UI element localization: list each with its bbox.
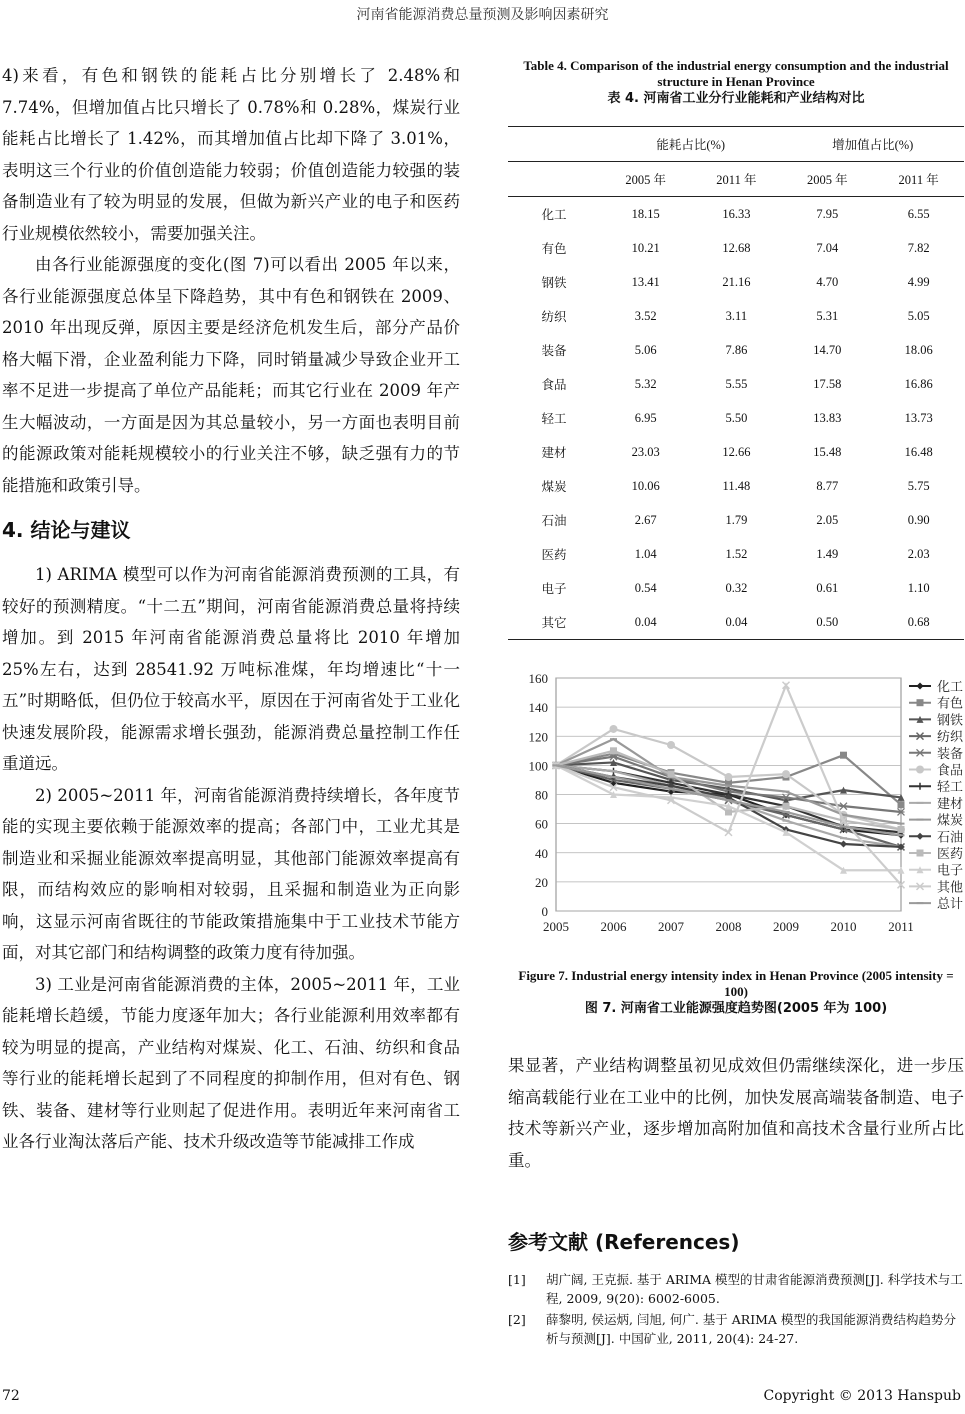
paragraph: 2) 2005~2011 年，河南省能源消费持续增长，各年度节能的实现主要依赖于能源效率的提高；各部门中，工业尤其是制造业和采掘业能源效率提高明显，其他部门能源效率提高有限，而结构效应的影响相对较弱，且采掘和制造业为正向影响，这显示河南省既往的节能政策措施集中于工业技术节能方面，对其它部门和结构调整的政策力度有待加强。 xyxy=(2,785,460,962)
reference-text: 胡广阔, 王克振. 基于 ARIMA 模型的甘肃省能源消费预测[J]. 科学技术与工程, 2009, 9(20): 6002-6005. xyxy=(546,1272,963,1306)
data-point xyxy=(668,771,675,778)
legend-label: 化工 xyxy=(937,680,964,695)
table-cell: 0.32 xyxy=(725,580,748,595)
y-tick-label: 80 xyxy=(535,787,548,803)
x-tick-label: 2010 xyxy=(830,919,857,934)
table-row xyxy=(508,571,964,605)
table-cell: 3.52 xyxy=(634,308,657,323)
table-cell: 4.70 xyxy=(816,274,839,289)
table-cell: 2.05 xyxy=(816,512,839,527)
table-cell: 5.75 xyxy=(907,478,930,493)
legend-label: 建材 xyxy=(937,796,964,812)
table-cell: 3.11 xyxy=(725,308,748,323)
legend-label: 纺织 xyxy=(937,730,964,746)
table-cell: 10.06 xyxy=(631,478,660,493)
table-row xyxy=(508,333,964,367)
figure-7-chart xyxy=(508,664,964,964)
table-cell: 1.52 xyxy=(725,546,748,561)
row-label: 轻工 xyxy=(541,412,567,426)
table-cell: 0.68 xyxy=(873,605,964,640)
table-cell: 13.41 xyxy=(631,274,660,289)
table-cell: 1.04 xyxy=(634,546,657,561)
row-label: 医药 xyxy=(541,548,567,562)
table-cell: 1.49 xyxy=(816,546,839,561)
table-row xyxy=(508,401,964,435)
table-cell: 0.90 xyxy=(907,512,930,527)
table-cell: 5.31 xyxy=(816,308,839,323)
table-cell: 0.04 xyxy=(600,605,691,640)
data-point xyxy=(917,833,924,840)
legend-label: 总计 xyxy=(937,897,964,913)
row-label: 钢铁 xyxy=(541,276,567,290)
paragraph: 4)来看，有色和钢铁的能耗占比分别增长了 2.48%和 7.74%，但增加值占比只增长了 0.78%和 0.28%，煤炭行业能耗占比增长了 1.42%，而其增加值占比却下降了 3.01%，表明这三个行业的价值创造能力较弱；价值创造能力较强的装备制造业有了较为明显的发展，但做为新兴产业的电子和医药行业规模依然较小，需要加强关注。 xyxy=(2,66,460,243)
table-cell: 5.32 xyxy=(634,376,657,391)
table-caption-zh: 表 4. 河南省工业分行业能耗和产业结构对比 xyxy=(607,91,865,106)
table-cell: 21.16 xyxy=(722,274,751,289)
table-corner xyxy=(508,162,600,197)
data-point xyxy=(840,752,847,759)
data-point xyxy=(840,841,847,848)
table-4-block xyxy=(508,58,964,640)
x-tick-label: 2007 xyxy=(658,919,684,934)
table-cell: 8.77 xyxy=(816,478,839,493)
table-corner xyxy=(508,127,600,162)
row-label: 有色 xyxy=(541,242,567,256)
figure-7-caption xyxy=(508,968,964,1018)
table-cell: 0.61 xyxy=(816,580,839,595)
references-list xyxy=(508,1270,965,1350)
data-point xyxy=(917,783,924,790)
x-tick-label: 2009 xyxy=(773,919,799,934)
row-label: 食品 xyxy=(541,378,567,392)
table-year-header: 2005 年 xyxy=(781,162,873,197)
table-cell: 13.73 xyxy=(904,410,933,425)
x-tick-label: 2011 xyxy=(888,919,914,934)
table-cell: 2.03 xyxy=(907,546,930,561)
table-row xyxy=(508,231,964,265)
table-year-header: 2011 年 xyxy=(691,162,781,197)
table-row xyxy=(508,197,964,232)
table-cell: 0.04 xyxy=(691,605,781,640)
table-group-header: 增加值占比(%) xyxy=(781,127,964,162)
legend-label: 石油 xyxy=(937,830,964,846)
reference-number: [2] xyxy=(508,1312,526,1327)
reference-item xyxy=(508,1270,965,1308)
table-cell: 12.66 xyxy=(722,444,751,459)
table-cell: 0.54 xyxy=(634,580,657,595)
table-row xyxy=(508,299,964,333)
paragraph: 1) ARIMA 模型可以作为河南省能源消费预测的工具，有较好的预测精度。“十二五”期间，河南省能源消费总量将持续增加。到 2015 年河南省能源消费总量将比 2010 年增加 25%左右，达到 28541.92 万吨标准煤，年均增速比“十一五”时期略低，但仍位于较高水平，原因在于河南省处于工业化快速发展阶段，能源需求增长强劲，能源消费总量控制工作任重道远。 xyxy=(2,565,460,773)
y-tick-label: 160 xyxy=(528,671,548,686)
table-cell: 4.99 xyxy=(907,274,930,289)
legend-label: 有色 xyxy=(937,696,964,712)
figure-caption-zh: 图 7. 河南省工业能源强度趋势图(2005 年为 100) xyxy=(584,1001,888,1016)
data-point xyxy=(782,770,790,778)
y-tick-label: 40 xyxy=(535,845,548,861)
references-title: 参考文献 (References) xyxy=(508,1230,740,1254)
data-point xyxy=(610,725,618,733)
section-title: 4. 结论与建议 xyxy=(2,518,131,542)
table-year-header: 2011 年 xyxy=(873,162,964,197)
table-cell: 6.55 xyxy=(907,206,930,221)
table-cell: 1.79 xyxy=(725,512,748,527)
table-caption-en: Table 4. Comparison of the industrial energy consumption and the industrial structure in Henan Province xyxy=(523,58,949,89)
line-chart xyxy=(508,664,964,964)
row-label: 纺织 xyxy=(541,310,567,324)
table-cell: 16.33 xyxy=(722,206,751,221)
table-cell: 7.82 xyxy=(907,240,930,255)
figure-caption-en: Figure 7. Industrial energy intensity index in Henan Province (2005 intensity = 100) xyxy=(518,968,954,999)
page-number: 72 xyxy=(2,1388,20,1404)
running-header: 河南省能源消费总量预测及影响因素研究 xyxy=(356,7,609,23)
table-cell: 12.68 xyxy=(722,240,751,255)
data-point xyxy=(898,801,905,808)
table-row xyxy=(508,265,964,299)
row-label: 其它 xyxy=(508,605,600,640)
row-label: 煤炭 xyxy=(541,480,567,494)
right-column-text xyxy=(508,1050,964,1176)
paragraph: 3) 工业是河南省能源消费的主体，2005~2011 年，工业能耗增长趋缓，节能力度逐年加大；各行业能源利用效率都有较为明显的提高，产业结构对煤炭、化工、石油、纺织和食品等行业的能耗增长起到了不同程度的抑制作用，但对有色、钢铁、装备、建材等行业则起了促进作用。表明近年来河南省工业各行业淘汰落后产能、技术升级改造等节能减排工作成 xyxy=(2,974,460,1151)
legend-label: 轻工 xyxy=(937,780,964,796)
table-cell: 13.83 xyxy=(813,410,842,425)
table-cell: 18.15 xyxy=(631,206,660,221)
table-cell: 5.50 xyxy=(725,410,748,425)
reference-number: [1] xyxy=(508,1272,526,1287)
legend-label: 其他 xyxy=(937,880,964,896)
table-cell: 6.95 xyxy=(634,410,657,425)
legend-label: 电子 xyxy=(937,863,964,879)
table-row xyxy=(508,503,964,537)
legend-label: 医药 xyxy=(937,847,964,862)
row-label: 石油 xyxy=(541,514,567,528)
y-tick-label: 120 xyxy=(528,729,548,745)
table-cell: 16.86 xyxy=(904,376,933,391)
table-year-header: 2005 年 xyxy=(600,162,691,197)
y-tick-label: 100 xyxy=(528,758,548,774)
table-cell: 5.55 xyxy=(725,376,748,391)
legend-label: 食品 xyxy=(937,763,964,779)
data-point xyxy=(917,850,924,857)
legend-label: 煤炭 xyxy=(937,813,964,829)
table-cell: 15.48 xyxy=(813,444,842,459)
table-cell: 18.06 xyxy=(904,342,933,357)
reference-item xyxy=(508,1310,965,1348)
copyright: Copyright © 2013 Hanspub xyxy=(763,1388,961,1404)
data-point xyxy=(667,741,675,749)
y-tick-label: 0 xyxy=(541,904,548,919)
table-cell: 17.58 xyxy=(813,376,842,391)
data-point xyxy=(610,747,617,754)
data-point xyxy=(840,803,847,810)
table-cell: 0.50 xyxy=(781,605,873,640)
row-label: 装备 xyxy=(541,344,567,358)
x-tick-label: 2006 xyxy=(600,919,627,934)
table-cell: 2.67 xyxy=(634,512,657,527)
reference-text: 薛黎明, 侯运炳, 闫旭, 何广. 基于 ARIMA 模型的我国能源消费结构趋势分析与预测[J]. 中国矿业, 2011, 20(4): 24-27. xyxy=(546,1312,956,1346)
y-tick-label: 20 xyxy=(535,874,548,890)
table-row xyxy=(508,605,964,640)
table-cell: 7.04 xyxy=(816,240,839,255)
data-point xyxy=(917,749,924,756)
row-label: 化工 xyxy=(541,208,567,222)
table-row xyxy=(508,537,964,571)
data-table xyxy=(508,126,964,640)
legend-label: 装备 xyxy=(937,746,964,762)
table-cell: 11.48 xyxy=(722,478,751,493)
data-point xyxy=(898,826,905,833)
paragraph: 由各行业能源强度的变化(图 7)可以看出 2005 年以来，各行业能源强度总体呈下降趋势，其中有色和钢铁在 2009、2010 年出现反弹，原因主要是经济危机发生后，部分产品价格大幅下滑，企业盈利能力下降，同时销量减少导致企业开工率不足进一步提高了单位产品能耗；而其它行业在 2009 年产生大幅波动，一方面是因为其总量较小，另一方面也表明目前的能源政策对能耗规模较小的行业关注不够，缺乏强有力的节能措施和政策引导。 xyxy=(2,255,460,495)
data-point xyxy=(917,699,924,706)
y-tick-label: 140 xyxy=(528,700,548,716)
table-cell: 7.95 xyxy=(816,206,839,221)
table-cell: 5.06 xyxy=(634,342,657,357)
row-label: 建材 xyxy=(541,446,567,460)
table-cell: 14.70 xyxy=(813,342,842,357)
row-label: 电子 xyxy=(541,582,567,596)
data-point xyxy=(916,766,924,774)
table-cell: 1.10 xyxy=(907,580,930,595)
table-row xyxy=(508,469,964,503)
paragraph: 果显著，产业结构调整虽初见成效但仍需继续深化，进一步压缩高载能行业在工业中的比例，加快发展高端装备制造、电子技术等新兴产业，逐步增加高附加值和高技术含量行业所占比重。 xyxy=(508,1056,964,1170)
table-cell: 23.03 xyxy=(631,444,660,459)
data-point xyxy=(783,803,790,810)
x-tick-label: 2008 xyxy=(715,919,742,934)
table-row xyxy=(508,367,964,401)
table-row xyxy=(508,435,964,469)
data-point xyxy=(725,773,733,781)
table-group-header: 能耗占比(%) xyxy=(600,127,781,162)
legend-label: 钢铁 xyxy=(937,713,964,729)
left-column xyxy=(2,60,460,1158)
data-point xyxy=(917,683,924,690)
table-cell: 10.21 xyxy=(631,240,660,255)
table-cell: 5.05 xyxy=(907,308,930,323)
x-tick-label: 2005 xyxy=(543,919,569,934)
y-tick-label: 60 xyxy=(535,816,548,832)
table-cell: 16.48 xyxy=(904,444,933,459)
table-cell: 7.86 xyxy=(725,342,748,357)
